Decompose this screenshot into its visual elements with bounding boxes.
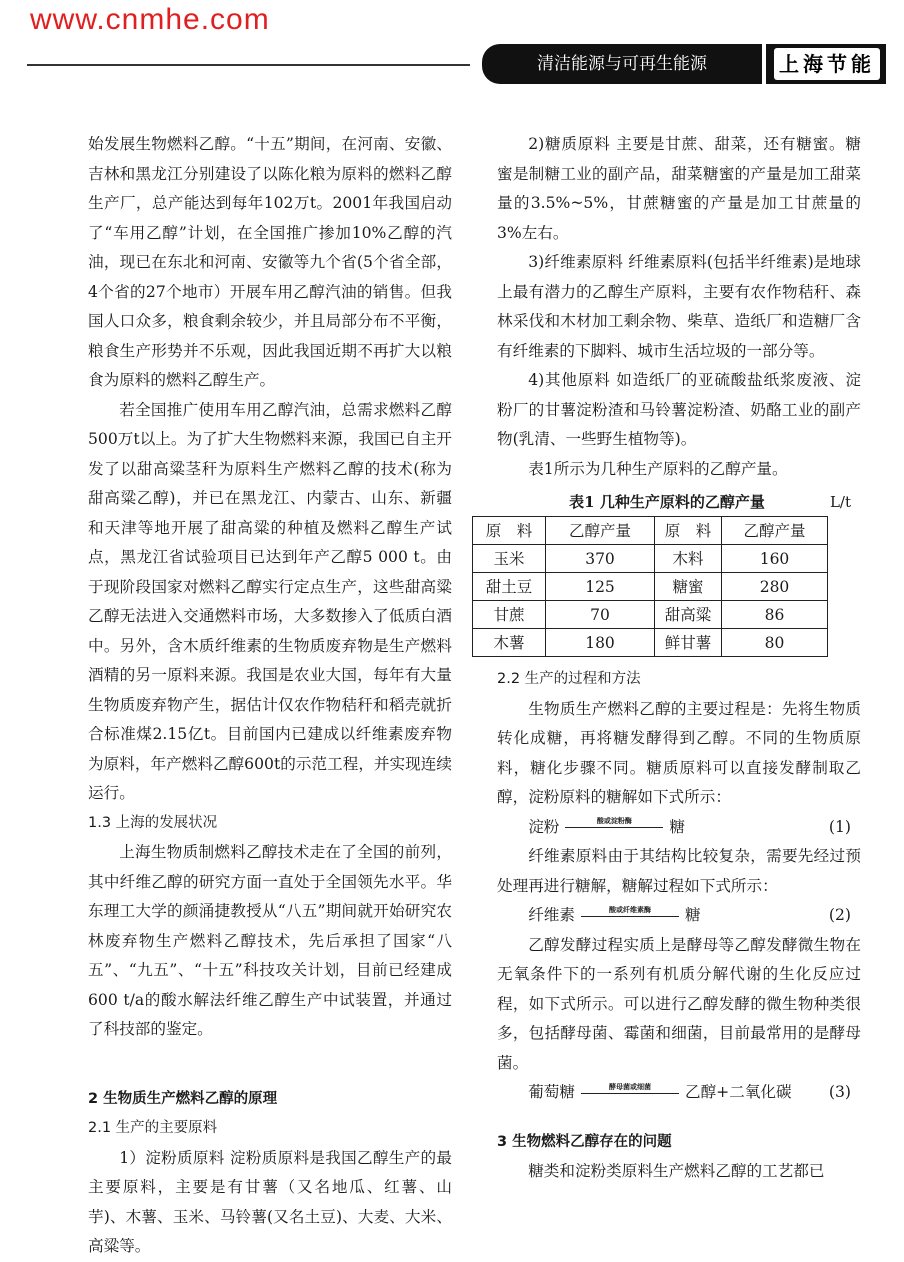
header-rule bbox=[27, 64, 470, 66]
table-cell: 80 bbox=[722, 629, 828, 657]
eq-number: (2) bbox=[828, 906, 851, 924]
table-row bbox=[473, 629, 828, 657]
table-row bbox=[473, 573, 828, 601]
table-cell: 86 bbox=[722, 601, 828, 629]
right-column bbox=[485, 130, 861, 1187]
table-header-row bbox=[473, 517, 828, 545]
reaction-arrow bbox=[581, 905, 679, 917]
table-cell: 370 bbox=[546, 545, 655, 573]
table-header: 乙醇产量 bbox=[546, 517, 655, 545]
table-cell: 甜高粱 bbox=[655, 601, 722, 629]
paragraph: 1）淀粉质原料 淀粉质原料是我国乙醇生产的最主要原料，主要是有甘薯（又名地瓜、红薯、山芋)、木薯、玉米、马铃薯(又名土豆)、大麦、大米、高粱等。 bbox=[88, 1148, 452, 1255]
paragraph: 乙醇发酵过程实质上是酵母等乙醇发酵微生物在无氧条件下的一系列有机质分解代谢的生化反应过程，如下式所示。可以进行乙醇发酵的微生物种类很多，包括酵母菌、霉菌和细菌，目前最常用的是酵母菌。 bbox=[497, 935, 861, 1072]
table-cell: 180 bbox=[546, 629, 655, 657]
reaction-arrow bbox=[565, 817, 663, 828]
table-cell: 木薯 bbox=[473, 629, 546, 657]
paragraph: 生物质生产燃料乙醇的主要过程是：先将生物质转化成糖，再将糖发酵得到乙醇。不同的生物质原料，糖化步骤不同。糖质原料可以直接发酵制取乙醇，淀粉原料的糖解如下式所示： bbox=[497, 699, 861, 806]
equation-1 bbox=[497, 813, 861, 843]
eq-condition: 酵母菌或细菌 bbox=[608, 1082, 651, 1091]
section-heading: 3 生物燃料乙醇存在的问题 bbox=[497, 1133, 672, 1150]
table-header: 原 料 bbox=[655, 517, 722, 545]
table-cell: 甜土豆 bbox=[473, 573, 546, 601]
table-caption-text: 表1 几种生产原料的乙醇产量 bbox=[569, 493, 765, 511]
table-cell: 木料 bbox=[655, 545, 722, 573]
table-header: 乙醇产量 bbox=[722, 517, 828, 545]
eq-condition: 酸或淀粉酶 bbox=[596, 817, 632, 825]
table-cell: 70 bbox=[546, 601, 655, 629]
table-caption bbox=[497, 490, 851, 514]
eq-product: 糖 bbox=[669, 817, 685, 836]
paragraph: 纤维素原料由于其结构比较复杂，需要先经过预处理再进行糖解，糖解过程如下式所示： bbox=[497, 847, 861, 895]
table-row bbox=[473, 545, 828, 573]
section-heading: 2 生物质生产燃料乙醇的原理 bbox=[88, 1090, 278, 1107]
table-cell: 甘蔗 bbox=[473, 601, 546, 629]
subsection-heading: 2.2 生产的过程和方法 bbox=[497, 671, 641, 687]
table-cell: 玉米 bbox=[473, 545, 546, 573]
paragraph: 若全国推广使用车用乙醇汽油，总需求燃料乙醇500万t以上。为了扩大生物燃料来源，我国已自主开发了以甜高粱茎秆为原料生产燃料乙醇的技术(称为甜高粱乙醇)，并已在黑龙江、内蒙古、山东、新疆和天津等地开展了甜高粱的种植及燃料乙醇生产试点，黑龙江省试验项目已达到年产乙醇5 000 t。由于现阶段国家对燃料乙醇实行定点生产，这些甜高粱乙醇无法进入交通燃料市场，大多数掺入了低质白酒中。另外，含木质纤维素的生物质废弃物是生产燃料酒精的另一原料来源。我国是农业大国，每年有大量生物质废弃物产生，据估计仅农作物秸秆和稻壳就折合标准煤2.15亿t。目前国内已建成以纤维素废弃物为原料，年产燃料乙醇600t的示范工程，并实现连续运行。 bbox=[88, 400, 452, 802]
subsection-heading: 2.1 生产的主要原料 bbox=[88, 1120, 218, 1136]
equation-2 bbox=[497, 901, 861, 931]
eq-reactant: 葡萄糖 bbox=[528, 1083, 575, 1101]
eq-condition: 酸或纤维素酶 bbox=[608, 905, 651, 914]
reaction-arrow bbox=[581, 1082, 679, 1094]
eq-product: 乙醇+二氧化碳 bbox=[684, 1083, 792, 1101]
table-cell: 鲜甘薯 bbox=[655, 629, 722, 657]
yield-table bbox=[472, 516, 828, 657]
table-header: 原 料 bbox=[473, 517, 546, 545]
paragraph: 表1所示为几种生产原料的乙醇产量。 bbox=[528, 459, 788, 478]
section-banner: 清洁能源与可再生能源 bbox=[482, 44, 762, 84]
equation-3 bbox=[497, 1078, 861, 1108]
table-row bbox=[473, 601, 828, 629]
paragraph: 4)其他原料 如造纸厂的亚硫酸盐纸浆废液、淀粉厂的甘薯淀粉渣和马铃薯淀粉渣、奶酪工业的副产物(乳清、一些野生植物等)。 bbox=[497, 371, 861, 448]
table-cell: 280 bbox=[722, 573, 828, 601]
paragraph: 糖类和淀粉类原料生产燃料乙醇的工艺都已 bbox=[528, 1162, 825, 1180]
table-cell: 糖蜜 bbox=[655, 573, 722, 601]
subsection-heading: 1.3 上海的发展状况 bbox=[88, 814, 218, 831]
eq-number: (3) bbox=[828, 1083, 851, 1101]
eq-product: 糖 bbox=[684, 906, 701, 924]
table-cell: 160 bbox=[722, 545, 828, 573]
paragraph: 始发展生物燃料乙醇。“十五”期间，在河南、安徽、吉林和黑龙江分别建设了以陈化粮为原料的燃料乙醇生产厂，总产能达到每年102万t。2001年我国启动了“车用乙醇”计划，在全国推广掺加10%乙醇的汽油，现已在东北和河南、安徽等九个省(5个省全部，4个省的27个地市）开展车用乙醇汽油的销售。但我国人口众多，粮食剩余较少，并且局部分布不平衡，粮食生产形势并不乐观，因此我国近期不再扩大以粮食为原料的燃料乙醇生产。 bbox=[88, 135, 452, 389]
paragraph: 3)纤维素原料 纤维素原料(包括半纤维素)是地球上最有潜力的乙醇生产原料，主要有农作物秸秆、森林采伐和木材加工剩余物、柴草、造纸厂和造糖厂含有纤维素的下脚料、城市生活垃圾的一部分等。 bbox=[497, 253, 861, 360]
journal-logo-text: 上海节能 bbox=[774, 48, 880, 80]
left-column bbox=[88, 130, 452, 1262]
journal-logo bbox=[766, 44, 886, 84]
table-cell: 125 bbox=[546, 573, 655, 601]
table-unit: L/t bbox=[829, 493, 851, 511]
eq-reactant: 淀粉 bbox=[528, 817, 560, 836]
watermark: www.cnmhe.com bbox=[30, 3, 270, 36]
paragraph: 上海生物质制燃料乙醇技术走在了全国的前列，其中纤维乙醇的研究方面一直处于全国领先水平。华东理工大学的颜涌捷教授从“八五”期间就开始研究农林废弃物生产燃料乙醇技术，先后承担了国家“八五”、“九五”、“十五”科技攻关计划，目前已经建成600 t/a的酸水解法纤维乙醇生产中试装置，并通过了科技部的鉴定。 bbox=[88, 843, 452, 1038]
paragraph: 2)糖质原料 主要是甘蔗、甜菜，还有糖蜜。糖蜜是制糖工业的副产品，甜菜糖蜜的产量是加工甜菜量的3.5%~5%，甘蔗糖蜜的产量是加工甘蔗量的3%左右。 bbox=[497, 135, 861, 242]
eq-reactant: 纤维素 bbox=[528, 906, 575, 924]
eq-number: (1) bbox=[828, 817, 851, 836]
